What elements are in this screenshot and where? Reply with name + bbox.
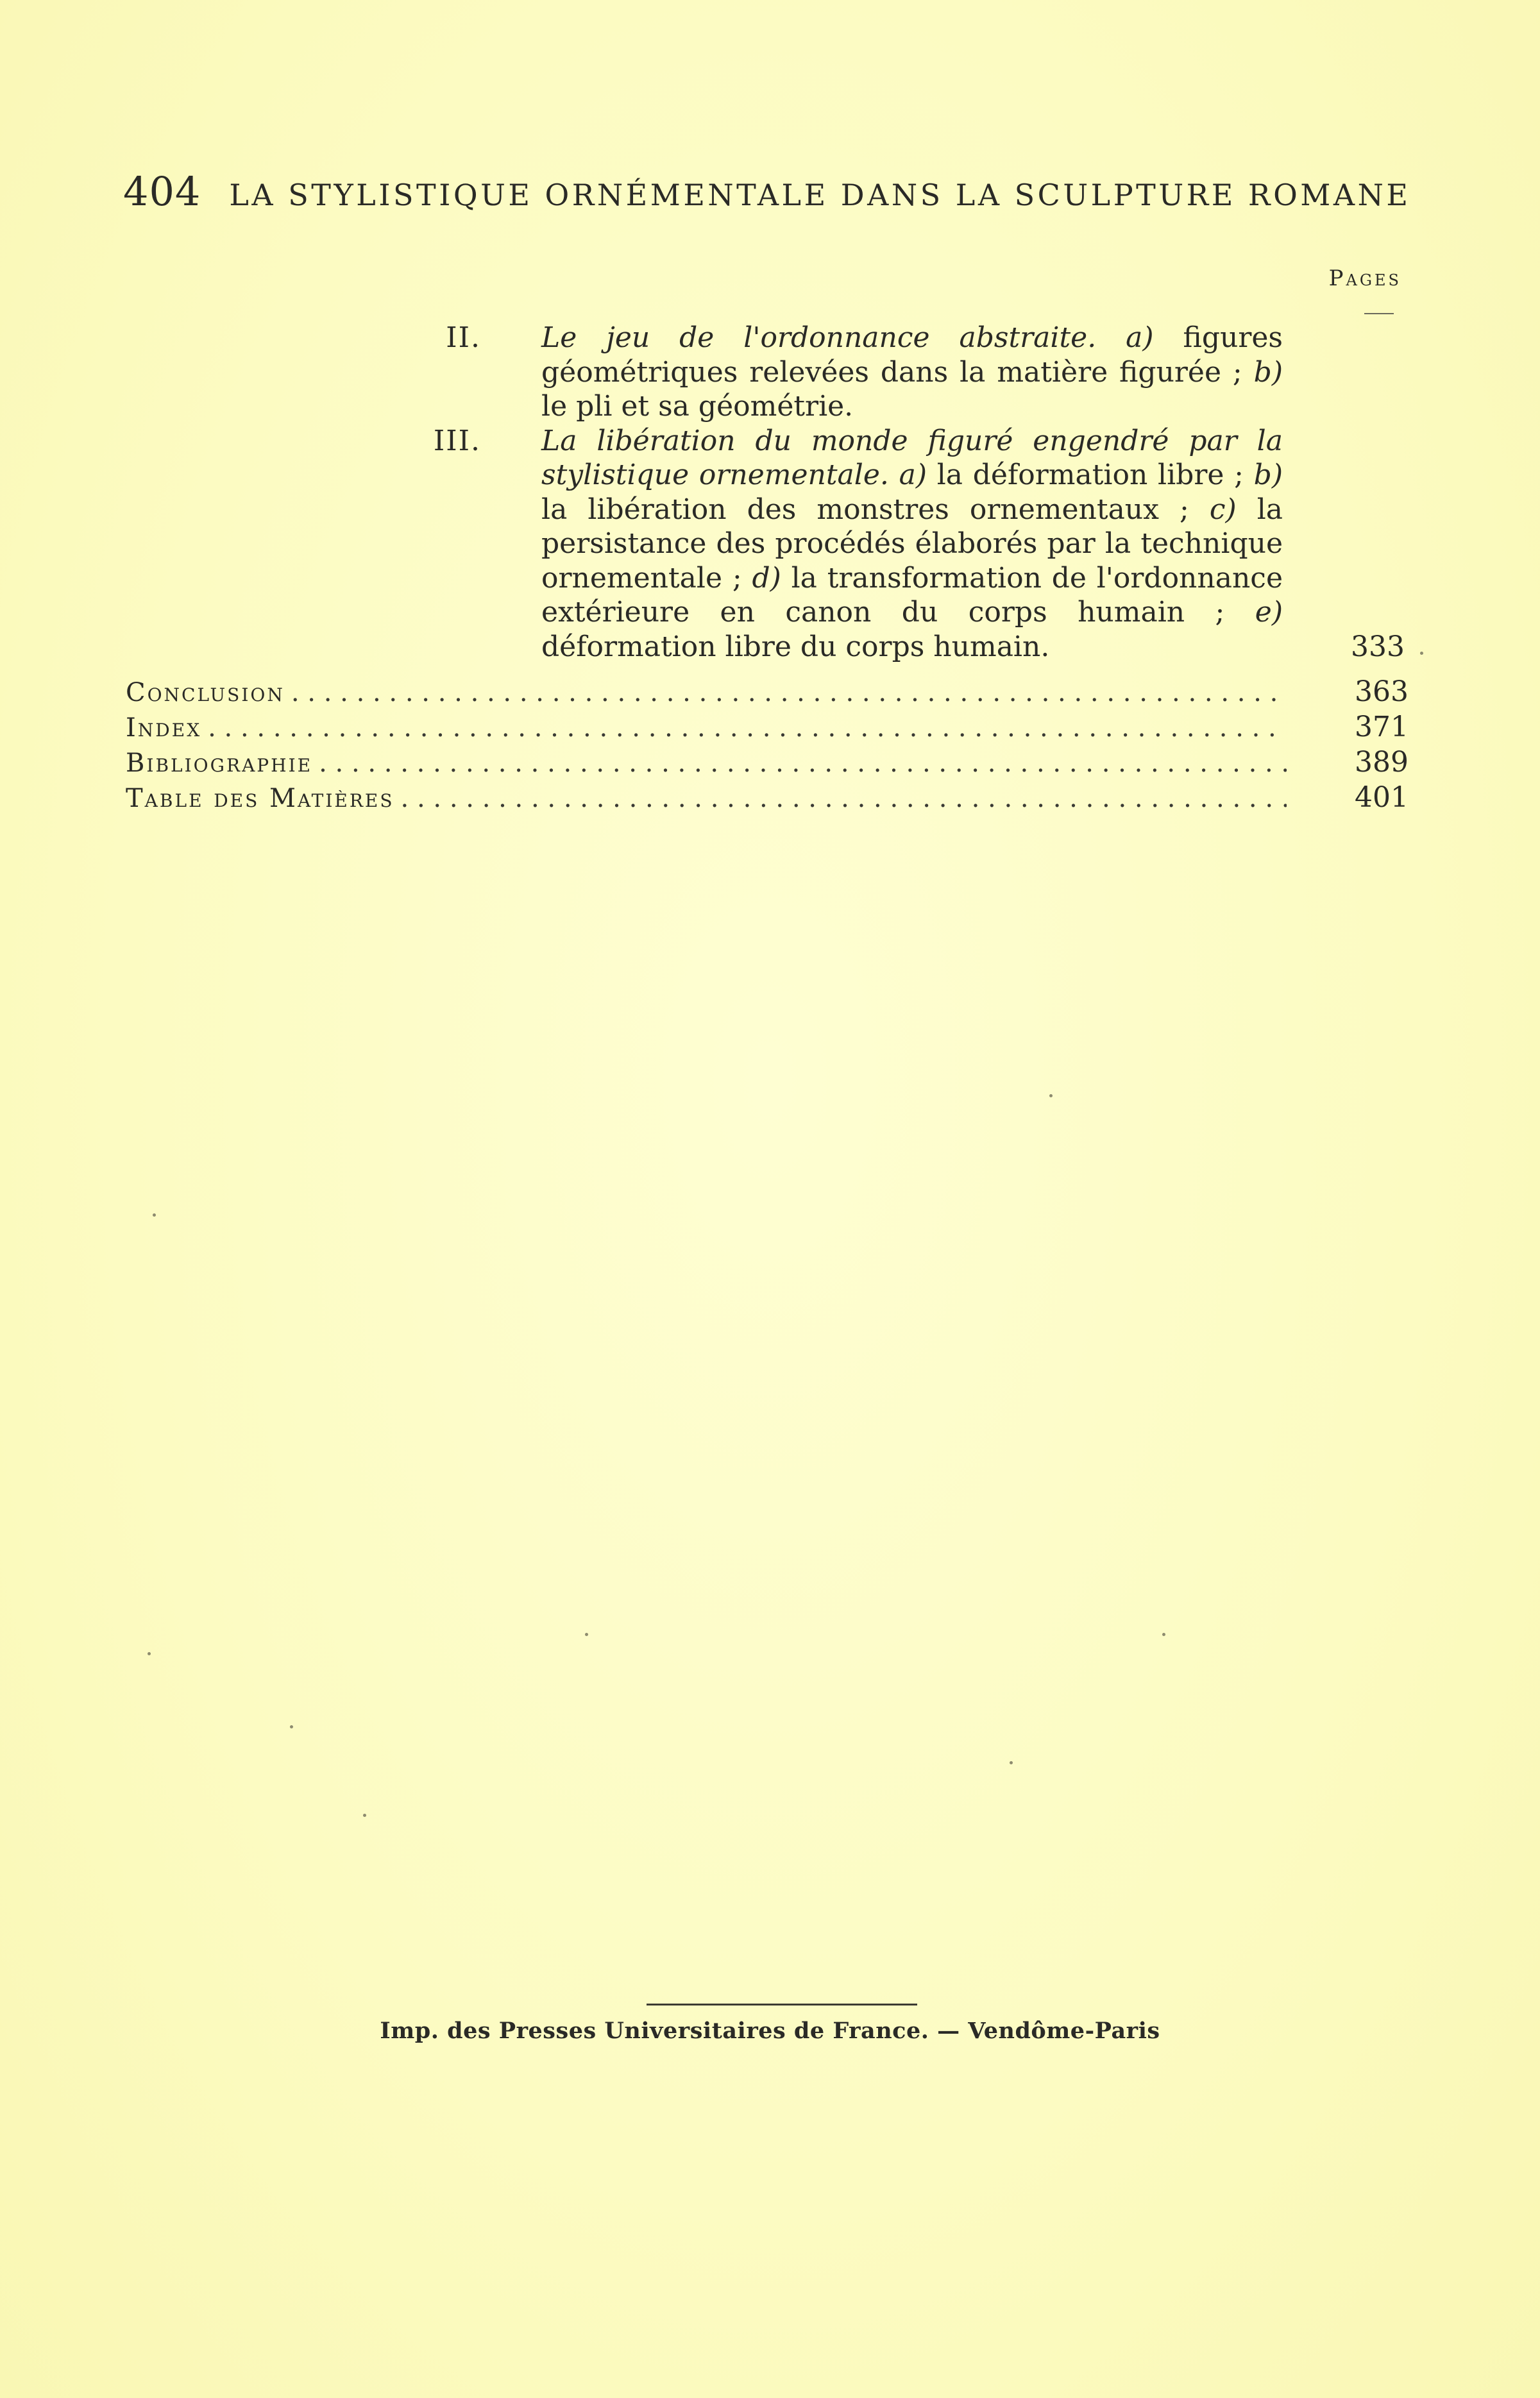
paper-speck [148,1652,151,1655]
paper-speck [363,1814,366,1817]
enum-letter: a) [899,459,927,491]
sub-entry-page: 333 [1351,630,1405,663]
entry-text: la persistance des procédés élaborés par la technique ornementale ; [541,493,1283,595]
toc-page: 389 [1355,746,1409,779]
paper-speck [153,1213,156,1217]
sub-entry-title: Le jeu de l'ordonnance abstraite. [541,321,1097,354]
page-number: 404 [123,168,201,215]
toc-page: 401 [1355,781,1409,814]
enum-letter: d) [752,561,781,595]
entry-text: la libération des monstres ornementaux ; [541,493,1210,526]
paper-speck [1420,652,1423,655]
sub-entry-numeral: II. [446,321,481,354]
entry-text: figures géométriques relevées dans la matière figurée ; [541,321,1283,389]
paper-speck [1049,1094,1053,1097]
running-title: LA STYLISTIQUE ORNÉMENTALE DANS LA SCULPTURE ROMANE [229,178,1411,212]
running-head [123,168,1412,215]
toc-label: Conclusion [126,678,285,707]
toc-label: Index [126,713,202,743]
toc-label: Table des Matières [126,784,394,813]
footer-rule [647,2004,917,2005]
entry-text [1096,321,1126,354]
toc-leader-dots [319,746,1287,781]
toc-leader-dots [401,781,1287,816]
enum-letter: c) [1209,493,1237,526]
paper-speck [1162,1633,1165,1636]
toc-leader-dots [208,711,1287,745]
paper-speck [290,1725,293,1728]
sub-entry-numeral: III. [433,424,481,457]
enum-letter: b) [1253,459,1283,491]
entry-text: la transformation de l'ordonnance extérieure en canon du corps humain ; [541,561,1283,629]
table-of-contents [126,675,1409,816]
toc-leader-dots [291,675,1287,710]
enum-letter: a) [1126,321,1154,354]
toc-row-index [126,710,1409,745]
paper-speck [1010,1761,1013,1764]
entry-text [889,459,899,491]
sub-entry-title: La libération du monde figuré engendré par la stylistique ornementale. [541,424,1283,491]
toc-row-table-des-matieres [126,781,1409,816]
paper-speck [585,1633,588,1636]
sub-entries [398,321,1405,664]
sub-entry-ii [398,321,1283,424]
toc-label: Bibliographie [126,748,313,778]
entry-text: le pli et sa géométrie. [541,390,854,423]
toc-row-conclusion [126,675,1409,710]
entry-text: la déformation libre ; [927,459,1254,491]
enum-letter: b) [1253,355,1283,389]
pages-rule [1364,313,1394,314]
enum-letter: e) [1255,596,1283,629]
pages-column-label: Pages [1328,266,1401,291]
printer-imprint: Imp. des Presses Universitaires de France. — Vendôme-Paris [380,2018,1160,2044]
toc-page: 363 [1355,675,1409,708]
entry-text: déformation libre du corps humain. [541,630,1050,663]
sub-entry-iii [398,424,1405,664]
toc-row-bibliographie [126,745,1409,781]
toc-page: 371 [1355,711,1409,743]
